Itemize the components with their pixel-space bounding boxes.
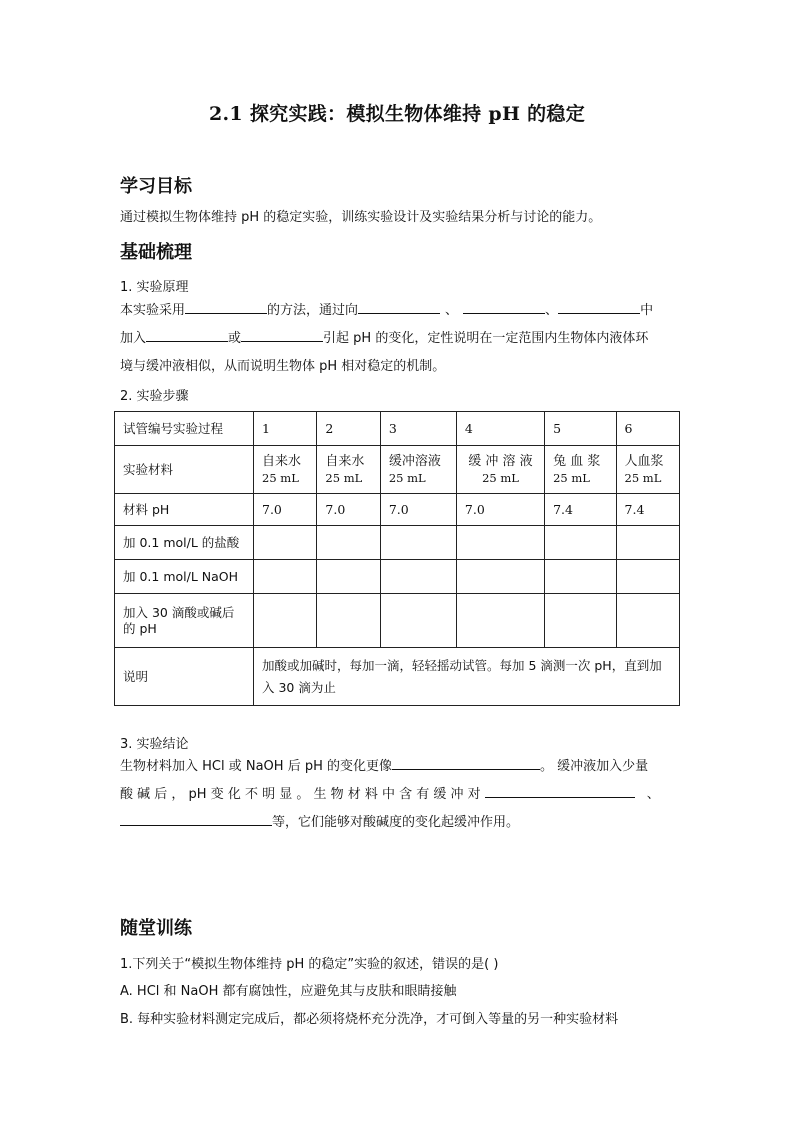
tube-number: 4 — [456, 412, 544, 446]
ph-value: 7.0 — [254, 494, 317, 526]
tube-number: 6 — [616, 412, 679, 446]
table-row — [115, 526, 680, 560]
material-cell: 缓 冲 溶 液 25 mL — [456, 446, 544, 494]
empty-cell[interactable] — [254, 526, 317, 560]
after-label: 加入 30 滴酸或碱后的 pH — [115, 594, 254, 648]
empty-cell[interactable] — [254, 594, 317, 648]
blank[interactable] — [241, 327, 323, 342]
empty-cell[interactable] — [456, 560, 544, 594]
steps-label: 2. 实验步骤 — [120, 389, 189, 404]
ph-value: 7.4 — [545, 494, 616, 526]
empty-cell[interactable] — [317, 594, 380, 648]
table-row — [115, 412, 680, 446]
ph-value: 7.0 — [456, 494, 544, 526]
empty-cell[interactable] — [380, 560, 456, 594]
ph-label: 材料 pH — [115, 494, 254, 526]
principle-line-3: 境与缓冲液相似，从而说明生物体 pH 相对稳定的机制。 — [120, 359, 446, 374]
empty-cell[interactable] — [380, 594, 456, 648]
conclusion-line-1: 生物材料加入 HCl 或 NaOH 后 pH 的变化更像 。 缓冲液加入少量 — [120, 753, 680, 781]
hcl-label: 加 0.1 mol/L 的盐酸 — [115, 526, 254, 560]
materials-label: 实验材料 — [115, 446, 254, 494]
blank[interactable] — [358, 299, 440, 314]
blank[interactable] — [146, 327, 228, 342]
principle-paragraph — [120, 297, 680, 381]
empty-cell[interactable] — [545, 526, 616, 560]
empty-cell[interactable] — [456, 594, 544, 648]
conclusion-line-2: 酸 碱 后 ， pH 变 化 不 明 显 。 生 物 材 料 中 含 有 缓 冲 对 、 — [120, 781, 680, 809]
blank[interactable] — [485, 783, 635, 798]
blank[interactable] — [185, 299, 267, 314]
empty-cell[interactable] — [545, 560, 616, 594]
empty-cell[interactable] — [317, 560, 380, 594]
note-label: 说明 — [115, 648, 254, 706]
empty-cell[interactable] — [254, 560, 317, 594]
blank[interactable] — [392, 755, 540, 770]
note-text: 加酸或加碱时，每加一滴，轻轻摇动试管。每加 5 滴测一次 pH，直到加入 30 滴为止 — [254, 648, 680, 706]
material-cell: 缓冲溶液 25 mL — [380, 446, 456, 494]
option-b: B. 每种实验材料测定完成后，都必须将烧杯充分洗净，才可倒入等量的另一种实验材料 — [120, 1012, 619, 1027]
ph-value: 7.4 — [616, 494, 679, 526]
principle-label: 1. 实验原理 — [120, 280, 189, 295]
table-header-label: 试管编号实验过程 — [115, 412, 254, 446]
page-title: 2.1 探究实践：模拟生物体维持 pH 的稳定 — [208, 103, 586, 125]
blank[interactable] — [463, 299, 545, 314]
experiment-table — [114, 411, 680, 706]
conclusion-paragraph — [120, 753, 680, 837]
section-heading-goal: 学习目标 — [120, 176, 192, 197]
conclusion-label: 3. 实验结论 — [120, 737, 189, 752]
table-row — [115, 648, 680, 706]
empty-cell[interactable] — [317, 526, 380, 560]
empty-cell[interactable] — [616, 594, 679, 648]
table-row — [115, 446, 680, 494]
principle-line-2: 加入 或 引起 pH 的变化，定性说明在一定范围内生物体内液体环 — [120, 325, 680, 353]
blank[interactable] — [120, 811, 272, 826]
empty-cell[interactable] — [616, 526, 679, 560]
material-cell: 人血浆 25 mL — [616, 446, 679, 494]
empty-cell[interactable] — [380, 526, 456, 560]
material-cell: 自来水 25 mL — [254, 446, 317, 494]
table-row — [115, 594, 680, 648]
tube-number: 3 — [380, 412, 456, 446]
empty-cell[interactable] — [545, 594, 616, 648]
ph-value: 7.0 — [317, 494, 380, 526]
blank[interactable] — [558, 299, 640, 314]
conclusion-line-3: 等，它们能够对酸碱度的变化起缓冲作用。 — [120, 809, 680, 837]
tube-number: 5 — [545, 412, 616, 446]
principle-line-1: 本实验采用 的方法，通过向 、 、 中 — [120, 297, 680, 325]
option-a: A. HCl 和 NaOH 都有腐蚀性，应避免其与皮肤和眼睛接触 — [120, 984, 457, 999]
material-cell: 自来水 25 mL — [317, 446, 380, 494]
material-cell: 兔 血 浆 25 mL — [545, 446, 616, 494]
section-heading-practice: 随堂训练 — [120, 918, 192, 939]
section-heading-basic: 基础梳理 — [120, 242, 192, 263]
goal-text: 通过模拟生物体维持 pH 的稳定实验，训练实验设计及实验结果分析与讨论的能力。 — [120, 210, 602, 225]
question-1: 1.下列关于“模拟生物体维持 pH 的稳定”实验的叙述，错误的是( ) — [120, 957, 499, 972]
empty-cell[interactable] — [616, 560, 679, 594]
tube-number: 2 — [317, 412, 380, 446]
ph-value: 7.0 — [380, 494, 456, 526]
empty-cell[interactable] — [456, 526, 544, 560]
table-row — [115, 560, 680, 594]
table-row — [115, 494, 680, 526]
tube-number: 1 — [254, 412, 317, 446]
naoh-label: 加 0.1 mol/L NaOH — [115, 560, 254, 594]
